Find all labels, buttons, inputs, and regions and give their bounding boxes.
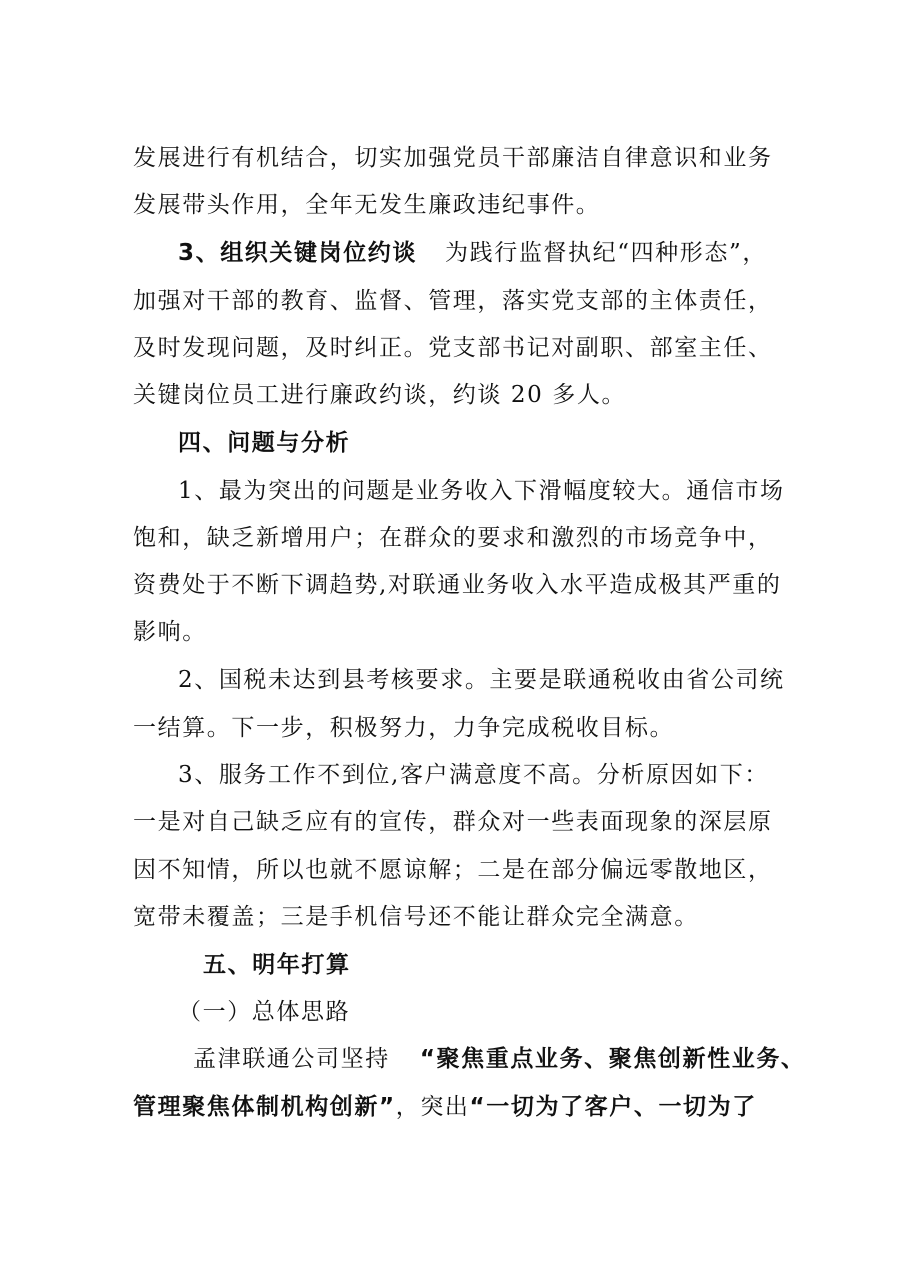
paragraph-line [178,760,769,790]
line-text: 3、服务工作不到位,客户满意度不高。分析原因如下： [178,762,769,788]
line-text: 加强对干部的教育、监督、管理，落实党支部的主体责任， [133,288,773,314]
line-text: 及时发现问题，及时纠正。党支部书记对副职、部室主任、 [133,335,773,361]
line-text: 一结算。下一步，积极努力，力争完成税收目标。 [133,715,675,741]
line-text: ，突出 [395,1094,470,1120]
heading-text: （一）总体思路 [178,999,351,1025]
line-text: 宽带未覆盖；三是手机信号还不能让群众完全满意。 [133,904,699,930]
line-text: 一是对自己缺乏应有的宣传，群众对一些表面现象的深层原 [133,809,773,835]
paragraph-line [133,807,773,837]
paragraph-line [133,143,773,173]
paragraph-line [133,523,773,553]
section-heading [178,428,350,458]
subsection-heading [178,997,350,1027]
line-emphasis: “聚焦重点业务、聚焦创新性业务、 [419,1046,806,1072]
paragraph-line [178,665,785,695]
line-emphasis: “一切为了客户、一切为了 [469,1094,757,1120]
line-text: 为践行监督执纪“四种形态”， [445,240,767,266]
paragraph-line [133,1092,757,1122]
line-text: 影响。 [133,619,207,645]
line-text: 关键岗位员工进行廉政约谈，约谈 20 多人。 [133,382,627,408]
line-text: 1、最为突出的问题是业务收入下滑幅度较大。通信市场 [178,478,785,504]
paragraph-line [133,713,674,743]
line-lead: 孟津联通公司坚持 [193,1046,390,1072]
line-text: 发展进行有机结合，切实加强党员干部廉洁自律意识和业务 [133,145,773,171]
line-text: 资费处于不断下调趋势,对联通业务收入水平造成极其严重的 [133,572,782,598]
paragraph-line [133,902,699,932]
heading-text: 四、问题与分析 [178,430,351,456]
paragraph-line [133,380,626,410]
paragraph-line [193,1044,806,1074]
item-lead: 3、组织关键岗位约谈 [178,240,418,266]
paragraph-line [133,190,600,220]
paragraph-line [178,476,785,506]
line-text: 发展带头作用，全年无发生廉政违纪事件。 [133,192,601,218]
paragraph-line [133,855,773,885]
paragraph-line [133,617,207,647]
paragraph-line [133,286,773,316]
paragraph-line [178,238,767,268]
line-text: 因不知情，所以也就不愿谅解；二是在部分偏远零散地区， [133,857,773,883]
section-heading [203,950,351,980]
heading-text: 五、明年打算 [203,952,351,978]
line-text: 2、国税未达到县考核要求。主要是联通税收由省公司统 [178,667,785,693]
line-text: 饱和，缺乏新增用户；在群众的要求和激烈的市场竞争中， [133,525,773,551]
paragraph-line [133,570,782,600]
line-emphasis: 管理聚焦体制机构创新” [133,1094,396,1120]
paragraph-line [133,333,773,363]
